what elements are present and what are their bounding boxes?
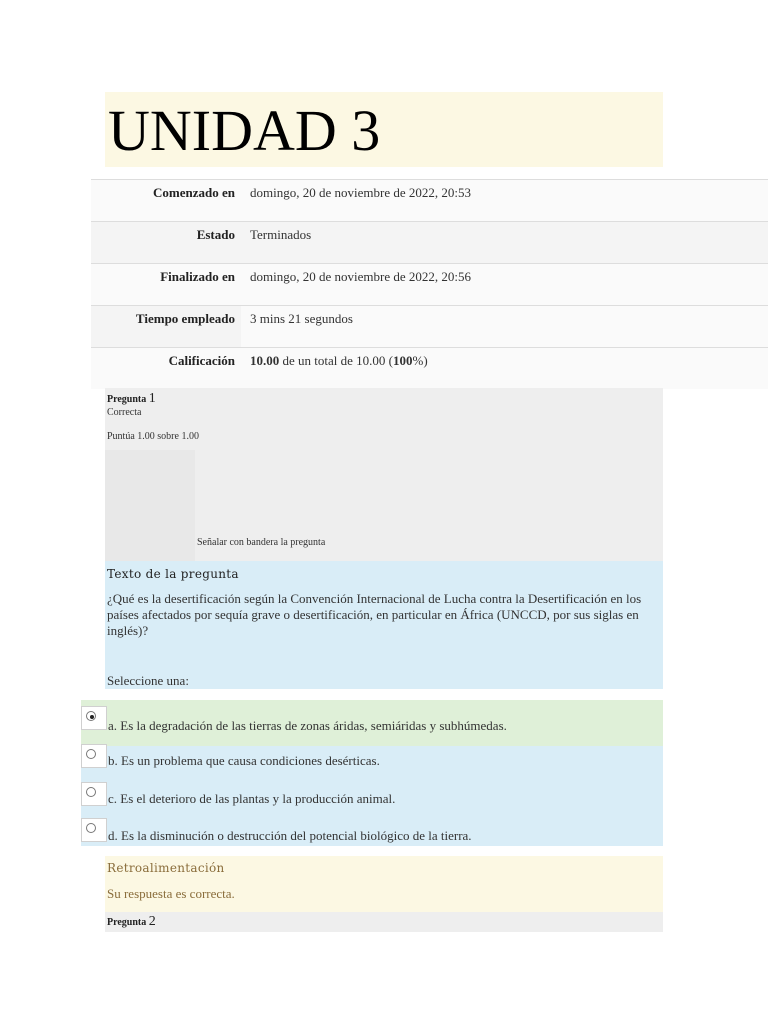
grade-percent-close: %)	[412, 353, 428, 368]
answer-option-label: c. Es el deterioro de las plantas y la producción animal.	[108, 791, 396, 806]
question-number-value: 1	[148, 391, 156, 406]
summary-value: 3 mins 21 segundos	[250, 311, 353, 326]
feedback-heading: Retroalimentación	[107, 861, 225, 875]
radio-button[interactable]	[81, 744, 107, 768]
summary-value	[250, 353, 428, 369]
page-title-box	[105, 92, 663, 167]
radio-circle-icon	[86, 711, 96, 721]
radio-button[interactable]	[81, 818, 107, 842]
grade-percent: 100	[392, 353, 413, 368]
answer-option-b[interactable]	[81, 746, 663, 782]
answer-option-c[interactable]	[81, 782, 663, 820]
radio-selected-dot	[90, 715, 94, 719]
question-number-value: 2	[148, 914, 156, 929]
radio-button[interactable]	[81, 782, 107, 806]
summary-row-time	[91, 305, 768, 347]
question-grade: Puntúa 1.00 sobre 1.00	[107, 431, 199, 442]
page-title: UNIDAD 3	[108, 98, 381, 163]
question-number	[107, 914, 156, 930]
radio-circle-icon	[86, 823, 96, 833]
summary-label: Estado	[196, 227, 235, 242]
question-info-panel	[105, 388, 663, 561]
answer-option-label: b. Es un problema que causa condiciones desérticas.	[108, 753, 380, 768]
feedback-message: Su respuesta es correcta.	[107, 886, 235, 901]
answer-option-label: d. Es la disminución o destrucción del potencial biológico de la tierra.	[108, 828, 472, 843]
question-2-info-panel	[105, 912, 663, 932]
answer-option-d[interactable]	[81, 820, 663, 846]
summary-row-state	[91, 221, 768, 263]
summary-value: domingo, 20 de noviembre de 2022, 20:53	[250, 185, 471, 200]
question-text: ¿Qué es la desertificación según la Convención Internacional de Lucha contra la Desertificación en los países afectados por sequía grave o desertificación, en particular en África (UNCCD, por sus siglas en inglés)?	[107, 591, 642, 638]
question-text-panel	[105, 561, 663, 689]
radio-button[interactable]	[81, 706, 107, 730]
flag-icon-area	[105, 450, 195, 561]
summary-row-grade	[91, 347, 768, 389]
summary-row-started	[91, 179, 768, 221]
answer-option-label: a. Es la degradación de las tierras de zonas áridas, semiáridas y subhúmedas.	[108, 718, 507, 733]
radio-circle-icon	[86, 749, 96, 759]
grade-score: 10.00	[250, 353, 280, 368]
summary-label: Finalizado en	[160, 269, 235, 284]
question-prefix: Pregunta	[107, 394, 147, 405]
question-prefix: Pregunta	[107, 917, 147, 928]
feedback-panel	[105, 856, 663, 912]
summary-value: domingo, 20 de noviembre de 2022, 20:56	[250, 269, 471, 284]
summary-label: Comenzado en	[153, 185, 235, 200]
attempt-summary-table	[91, 179, 768, 389]
summary-value: Terminados	[250, 227, 312, 242]
radio-circle-icon	[86, 787, 96, 797]
answer-options	[81, 700, 663, 846]
answer-option-a[interactable]	[81, 700, 663, 746]
summary-row-finished	[91, 263, 768, 305]
select-one-prompt: Seleccione una:	[107, 673, 189, 688]
flag-question-link[interactable]: Señalar con bandera la pregunta	[197, 537, 326, 548]
summary-label: Calificación	[168, 353, 235, 368]
summary-label: Tiempo empleado	[135, 311, 235, 326]
question-state: Correcta	[107, 407, 142, 418]
question-number	[107, 391, 156, 407]
question-text-heading: Texto de la pregunta	[107, 567, 239, 581]
grade-total: de un total de 10.00 (	[279, 353, 393, 368]
